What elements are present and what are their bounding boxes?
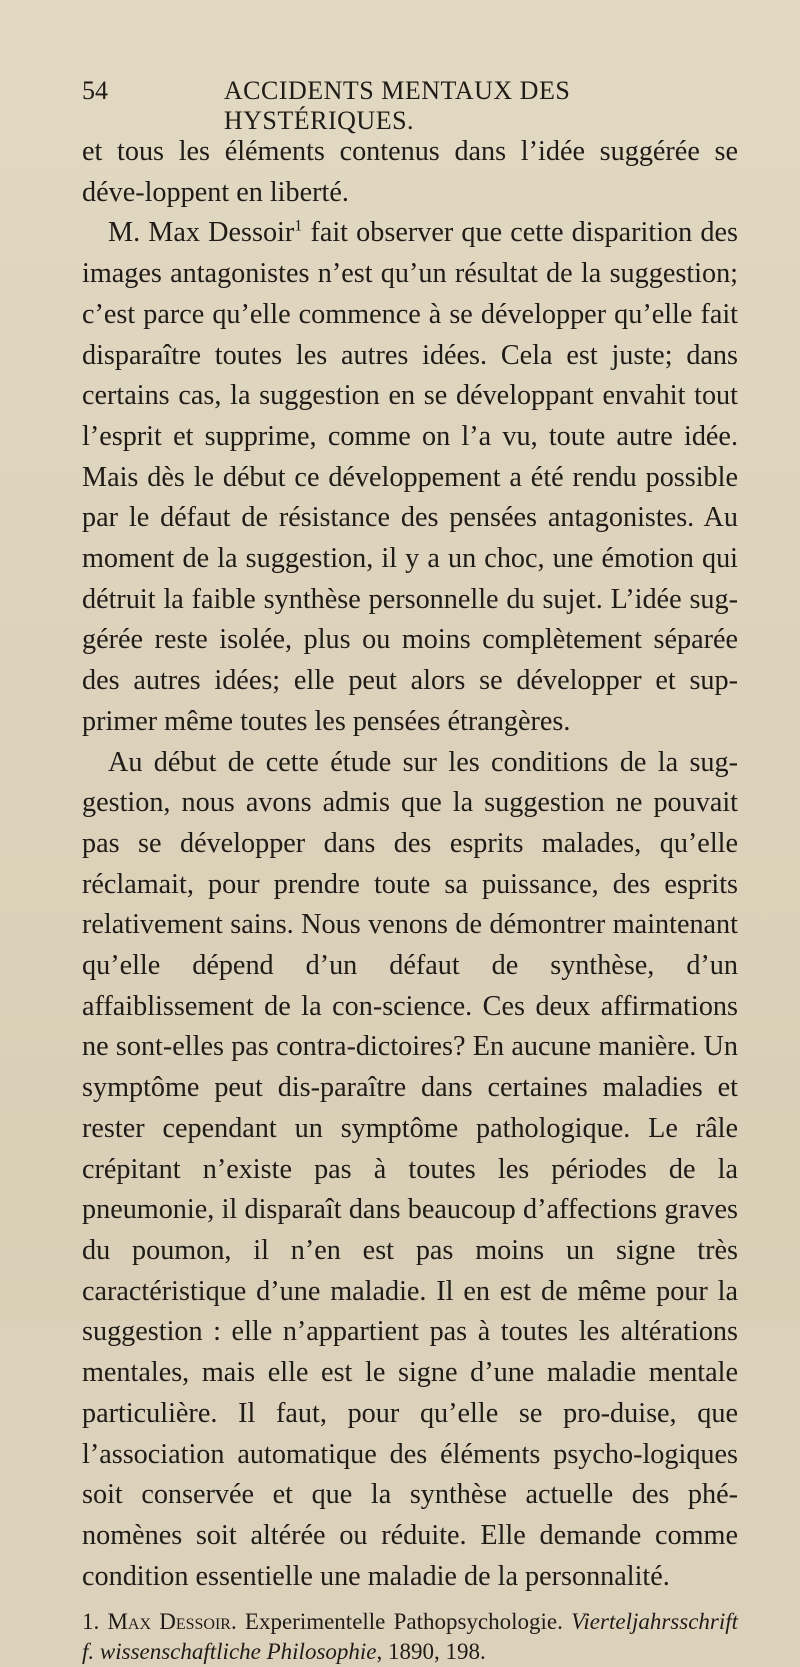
page-header: [82, 76, 738, 135]
footnote-number: 1.: [82, 1609, 100, 1635]
footnote: [82, 1607, 738, 1667]
paragraph-1: [82, 132, 738, 213]
paragraph-2: [82, 213, 738, 742]
paragraph-text: M. Max Dessoir: [108, 217, 295, 249]
footnote-author: Max Dessoir: [107, 1609, 231, 1635]
paragraph-3: [82, 743, 738, 1598]
body-text: [82, 132, 738, 1597]
paragraph-text: et tous les éléments contenus dans l’idée suggérée se déve-loppent en liberté.: [82, 136, 738, 208]
paragraph-text: fait observer que cette disparition des images antagonistes n’est qu’un résultat de la suggestion; c’est parce qu’elle commence à se développer qu’elle fait disparaître toutes les autres idées. Cela est juste; dans certains cas, la suggestion en se développant envahit tout l’esprit et supprime, comme on l’a vu, toute autre idée. Mais dès le début ce développement a été rendu possible par le défaut de résistance des pensées antagonistes. Au moment de la suggestion, il y a un choc, une émotion qui détruit la faible synthèse personnelle du sujet. L’idée sug-gérée reste isolée, plus ou moins complètement séparée des autres idées; elle peut alors se développer et sup-primer même toutes les pensées étrangères.: [82, 217, 738, 737]
footnote-journal: Vierteljahrsschrift f. wissenschaftliche Philosophie: [82, 1609, 739, 1665]
footnote-title: . Experimentelle Pathopsychologie.: [230, 1609, 572, 1635]
page-number: 54: [82, 76, 108, 105]
paragraph-text: Au début de cette étude sur les conditions de la sug-gestion, nous avons admis que la suggestion ne pouvait pas se développer dans des esprits malades, qu’elle réclamait, pour prendre toute sa puissance, des esprits relativement sains. Nous venons de démontrer maintenant qu’elle dépend d’un défaut de synthèse, d’un affaiblissement de la con-science. Ces deux affirmations ne sont-elles pas contra-dictoires? En aucune manière. Un symptôme peut dis-paraître dans certaines maladies et rester cependant un symptôme pathologique. Le râle crépitant n’existe pas à toutes les périodes de la pneumonie, il disparaît dans beaucoup d’affections graves du poumon, il n’en est pas moins un signe très caractéristique d’une maladie. Il en est de même pour la suggestion : elle n’appartient pas à toutes les altérations mentales, mais elle est le signe d’une maladie mentale particulière. Il faut, pour qu’elle se pro-duise, que l’association automatique des éléments psycho-logiques soit conservée et que la synthèse actuelle des phé-nomènes soit altérée ou réduite. Elle demande comme condition essentielle une maladie de la personnalité.: [82, 746, 738, 1592]
running-head: ACCIDENTS MENTAUX DES HYSTÉRIQUES.: [223, 76, 571, 135]
footnote-reference: 1: [294, 218, 303, 236]
footnote-details: , 1890, 198.: [376, 1639, 486, 1665]
